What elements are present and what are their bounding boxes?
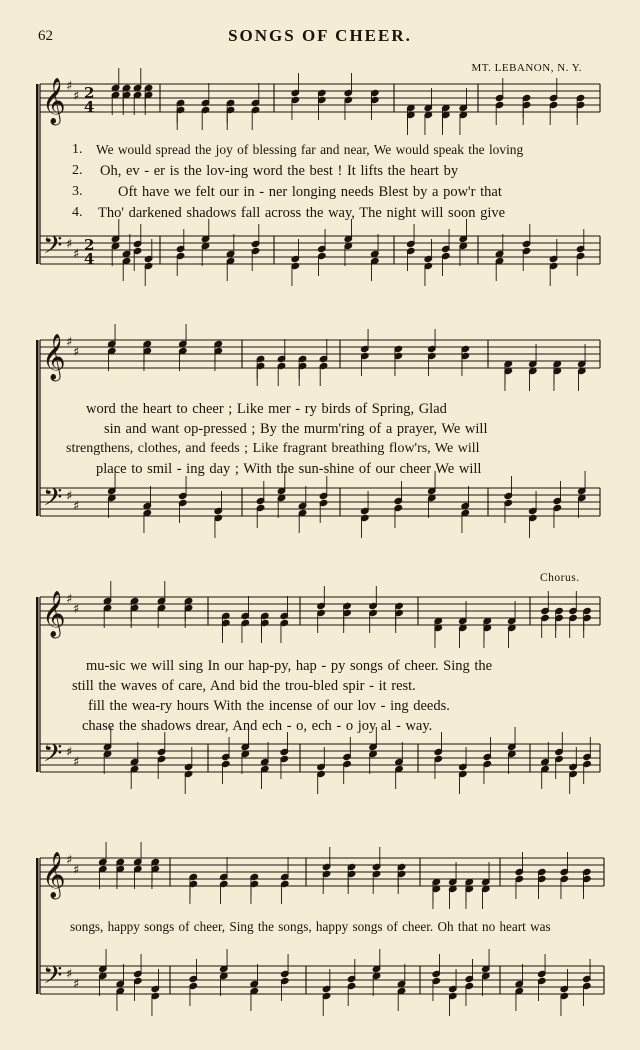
key-signature-sharp-icon: ♯ (66, 335, 73, 350)
bass-clef-icon: 𝄢 (43, 961, 63, 996)
system-bracket (36, 84, 39, 264)
verse-number: 3. (72, 184, 83, 199)
key-signature-sharp-icon: ♯ (73, 755, 80, 770)
time-signature: 4 (84, 98, 95, 116)
lyric-line: place to smil - ing day ; With the sun-shine of our cheer We will (96, 461, 482, 477)
verse-number: 1. (72, 142, 83, 157)
treble-clef-icon: 𝄞 (42, 852, 66, 898)
bass-clef-icon: 𝄢 (43, 739, 63, 774)
chorus-marker: Chorus. (540, 572, 580, 584)
lyric-line: chase the shadows drear, And ech - o, ech - o joy al - way. (82, 718, 433, 734)
lyric-line: songs, happy songs of cheer, Sing the songs, happy songs of cheer. Oh that no heart was (70, 919, 551, 934)
key-signature-sharp-icon: ♯ (73, 863, 80, 878)
page-number: 62 (38, 28, 53, 44)
key-signature-sharp-icon: ♯ (73, 345, 80, 360)
lyric-line: We would spread the joy of blessing far and near, We would speak the loving (96, 142, 524, 157)
lyric-line: fill the wea-ry hours With the incense of our lov - ing deeds. (88, 698, 450, 714)
page-title: SONGS OF CHEER. (228, 26, 412, 45)
key-signature-sharp-icon: ♯ (66, 967, 73, 982)
key-signature-sharp-icon: ♯ (66, 592, 73, 607)
time-signature: 2 (84, 84, 95, 102)
lyric-line: word the heart to cheer ; Like mer - ry birds of Spring, Glad (86, 401, 447, 417)
system-bracket (36, 858, 39, 994)
verse-number: 4. (72, 205, 83, 220)
source-credit: MT. LEBANON, N. Y. (471, 62, 582, 74)
treble-clef-icon: 𝄞 (42, 591, 66, 637)
key-signature-sharp-icon: ♯ (66, 79, 73, 94)
lyric-line: mu-sic we will sing In our hap-py, hap - py songs of cheer. Sing the (86, 658, 493, 674)
key-signature-sharp-icon: ♯ (66, 237, 73, 252)
time-signature: 4 (84, 250, 95, 268)
verse-number: 2. (72, 163, 83, 178)
key-signature-sharp-icon: ♯ (73, 977, 80, 992)
lyric-line: strengthens, clothes, and feeds ; Like fragrant breathing flow'rs, We will (66, 441, 480, 456)
treble-clef-icon: 𝄞 (42, 78, 66, 124)
key-signature-sharp-icon: ♯ (66, 853, 73, 868)
lyric-line: Tho' darkened shadows fall across the way, The night will soon give (98, 205, 506, 221)
bass-clef-icon: 𝄢 (43, 483, 63, 518)
lyric-line: Oh, ev - er is the lov-ing word the best ! It lifts the heart by (100, 163, 459, 179)
lyric-line: still the waves of care, And bid the trou-bled spir - it rest. (72, 678, 416, 694)
key-signature-sharp-icon: ♯ (73, 602, 80, 617)
lyric-line: Oft have we felt our in - ner longing needs Blest by a pow'r that (118, 184, 502, 200)
key-signature-sharp-icon: ♯ (66, 745, 73, 760)
key-signature-sharp-icon: ♯ (66, 489, 73, 504)
key-signature-sharp-icon: ♯ (73, 247, 80, 262)
system-bracket (36, 597, 39, 772)
lyric-line: sin and want op-pressed ; By the murm'ring of a prayer, We will (104, 421, 488, 437)
bass-clef-icon: 𝄢 (43, 231, 63, 266)
time-signature: 2 (84, 236, 95, 254)
system-bracket (36, 340, 39, 516)
key-signature-sharp-icon: ♯ (73, 89, 80, 104)
treble-clef-icon: 𝄞 (42, 334, 66, 380)
key-signature-sharp-icon: ♯ (73, 499, 80, 514)
